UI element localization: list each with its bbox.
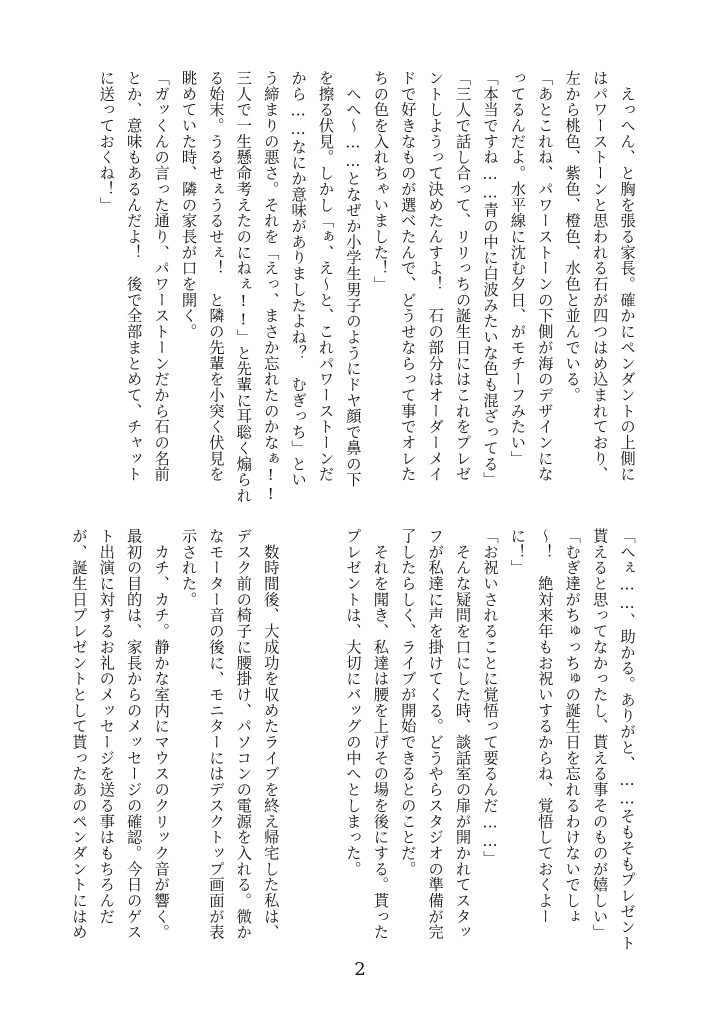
top-text-line: ドで好きなものが選べたんで、どうせならって事でオレた [398,70,417,483]
bottom-text-line: そんな疑問を口にした時、談話室の扉が開かれてスタッ [453,528,472,941]
text-block-top [78,70,640,504]
top-text-line: ントしようって決めたんすよ！ 石の部分はオーダーメイ [426,70,445,483]
top-text-line: を擦る伏見。しかし「ぁ、え～と、これパワーストーンだ [316,70,335,483]
bottom-text-line: 数時間後、大成功を収めたライブを終え帰宅した私は、 [261,528,280,941]
bottom-text-line: 最初の目的は、家長からのメッセージの確認。今日のゲス [124,528,143,941]
bottom-text-line [284,528,311,948]
bottom-text-line: それを聞き、私達は腰を上げその場を後にする。貰った [371,528,390,941]
bottom-text-line: 「へぇ……、助かる。ありがと、……そもそもプレゼント [618,528,636,951]
top-text-line: 「三人で話し合って、リリっちの誕生日にはこれをプレゼ [453,70,472,483]
bottom-text-line: 貰えると思ってなかったし、貰える事そのものが嬉しい」 [590,528,609,941]
bottom-text-line: 示された。 [179,528,198,608]
bottom-text-line: プレゼントは、大切にバッグの中へとしまった。 [343,528,362,877]
top-text-line: 「あとこれね、パワーストーンの下側が海のデザインにな [535,70,554,483]
bottom-text-line: が、誕生日プレゼントとして貰ったあのペンダントにはめ [69,528,88,941]
bottom-text-line [311,528,338,948]
page-number: 2 [354,959,366,980]
text-block-bottom [69,528,640,951]
bottom-text-line: ト出演に対するお礼のメッセージを送る事はもちろんだ [97,528,116,925]
top-text-line: 「本当ですね……青の中に白波みたいな色も混ざってる」 [480,70,499,488]
top-text-line: 「ガッくんの言った通り、パワーストーンだから石の名前 [152,70,171,483]
top-text-line: る始末。うるせぇうるせぇ！ と隣の先輩を小突く伏見を [206,70,225,483]
top-text-line: はパワーストーンと思われる石が四つはめ込まれており、 [590,70,609,483]
bottom-text-line: フが私達に声を掛けてくる。どうやらスタジオの準備が完 [426,528,445,941]
bottom-text-line: カチ、カチ。静かな室内にマウスのクリック音が響く。 [152,528,171,941]
top-text-line: に送っておくね！」 [97,70,116,213]
top-text-line: 左から桃色、紫色、橙色、水色と並んでいる。 [563,70,582,403]
bottom-text-line: 了したらしく、ライブが開始できるとのことだ。 [398,528,417,877]
bottom-text-line: ～！ 絶対来年もお祝いするからね、覚悟しておくよー [535,528,554,925]
top-text-line: えっへん、と胸を張る家長。確かにペンダントの上側に [618,70,636,483]
top-text-line: 眺めていた時、隣の家長が口を開く。 [179,70,198,340]
bottom-text-line: 「むぎ達がちゅっちゅの誕生日を忘れるわけないでしょ [563,528,582,925]
bottom-text-line: なモーター音の後に、モニターにはデスクトップ画面が表 [206,528,225,941]
top-text-line: とか、意味もあるんだよ！ 後で全部まとめて、チャット [124,70,143,483]
bottom-text-line: に！」 [508,528,527,576]
bottom-text-line: 「お祝いされることに覚悟って要るんだ……」 [480,528,499,867]
bottom-text-line: デスク前の椅子に腰掛け、パソコンの電源を入れる。微か [234,528,253,941]
top-text-line: 三人で一生懸命考えたのにねぇ!!」と先輩に耳聡く煽られ [234,70,253,504]
top-text-line: う締まりの悪さ。それを「えっ、まさか忘れたのかなぁ!! [261,70,280,504]
top-text-line: へへ～……となぜか小学生男子のようにドヤ顔で鼻の下 [343,70,362,488]
top-text-line: ってるんだよ。水平線に沈む夕日、がモチーフみたい」 [508,70,527,467]
top-text-line: から……なにか意味がありましたよね？ むぎっち」とい [289,70,308,488]
top-text-line: ちの色を入れちゃいました！」 [371,70,390,292]
